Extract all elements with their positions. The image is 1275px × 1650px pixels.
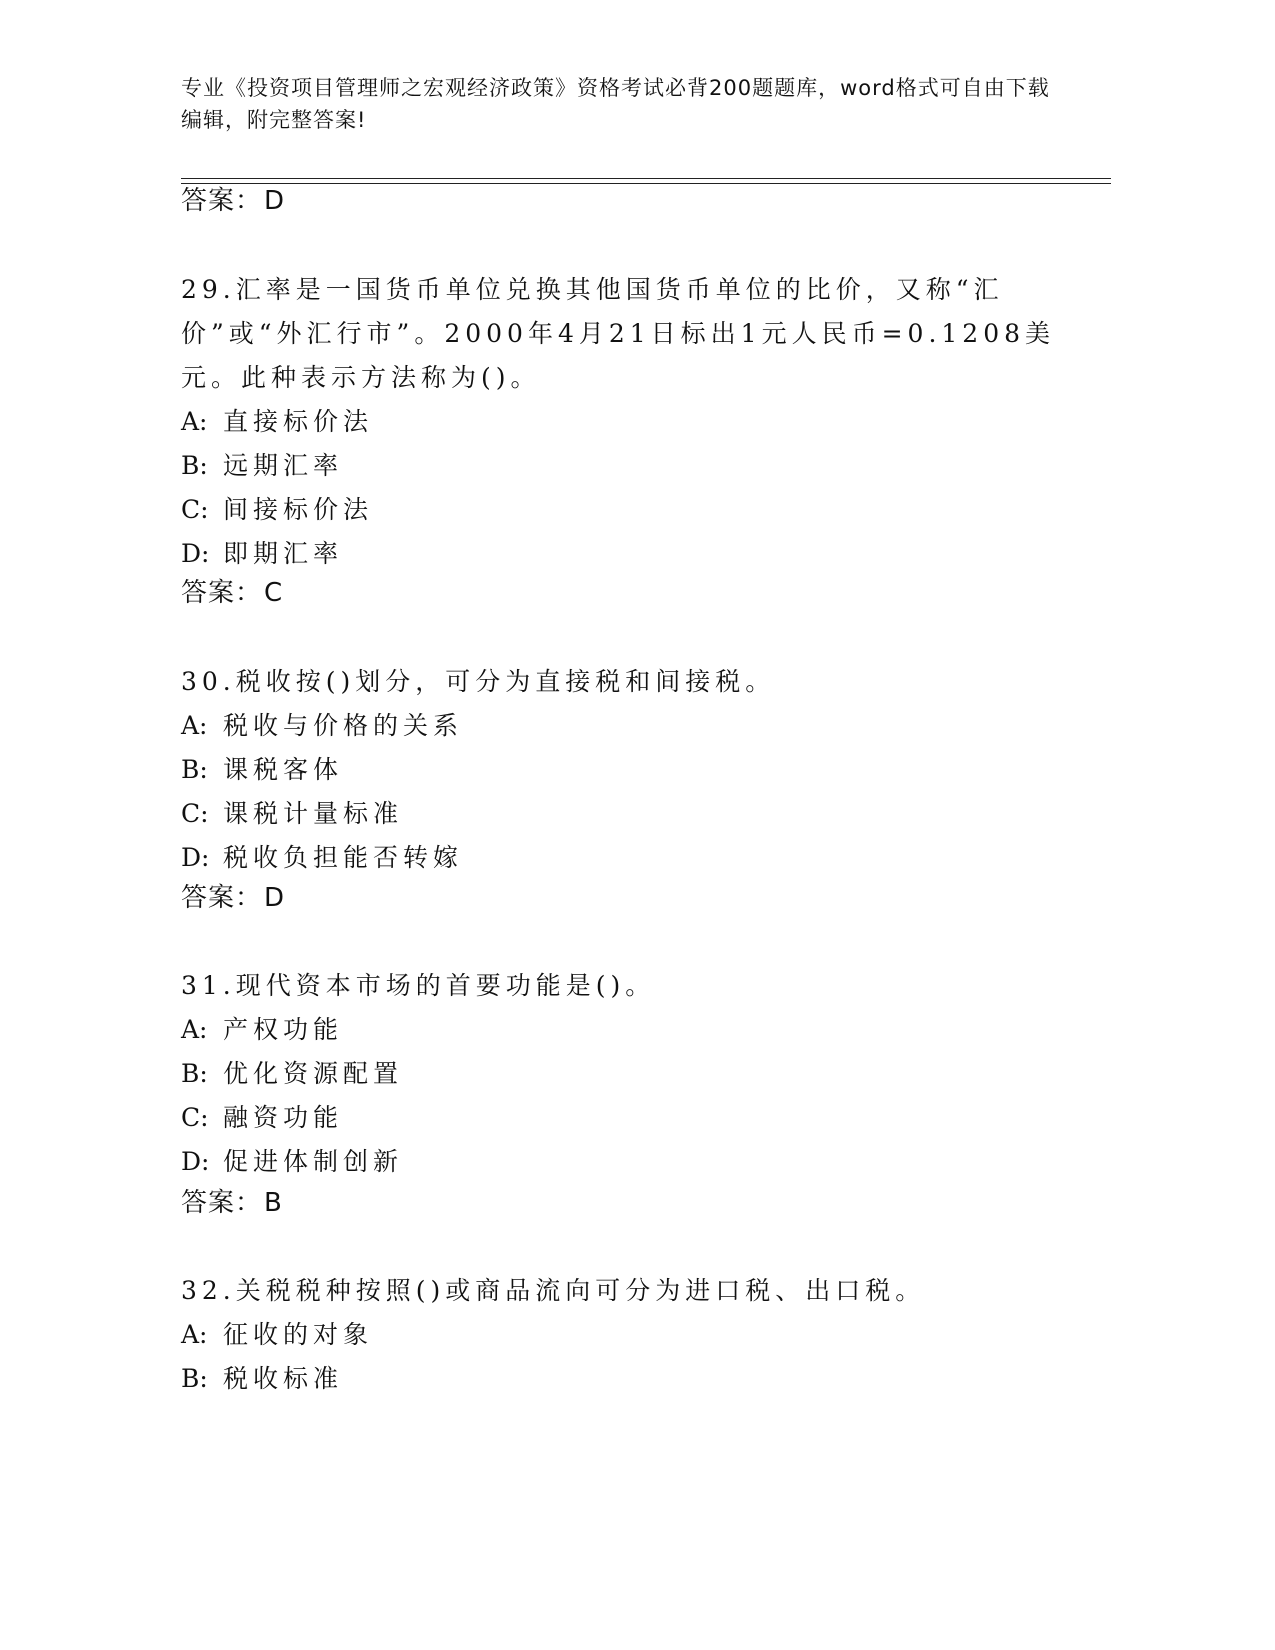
option-letter: A: — [181, 711, 208, 740]
option-text: 优化资源配置 — [223, 1059, 404, 1088]
question-stem: 30.税收按()划分，可分为直接税和间接税。 — [181, 667, 776, 696]
page-header: 专业《投资项目管理师之宏观经济政策》资格考试必背200题题库，word格式可自由下载编辑，附完整答案! — [181, 76, 1050, 132]
option-text: 远期汇率 — [223, 451, 344, 480]
question-stem: 29.汇率是一国货币单位兑换其他国货币单位的比价，又称“汇价”或“外汇行市”。2000年4月21日标出1元人民币=0.1208美元。此种表示方法称为()。 — [181, 275, 1056, 392]
option-a — [181, 1313, 1081, 1357]
option-text: 税收负担能否转嫁 — [223, 843, 464, 872]
answer-value: C — [264, 578, 284, 608]
answer-line — [181, 1186, 283, 1220]
option-letter: C: — [181, 1103, 209, 1132]
option-c — [181, 792, 1081, 836]
question-29 — [181, 268, 1081, 576]
answer-label: 答案： — [181, 578, 263, 608]
option-text: 促进体制创新 — [223, 1147, 404, 1176]
option-b — [181, 748, 1081, 792]
option-a — [181, 400, 1081, 444]
question-stem: 32.关税税种按照()或商品流向可分为进口税、出口税。 — [181, 1276, 926, 1305]
option-letter: B: — [181, 1364, 208, 1393]
option-d — [181, 836, 1081, 880]
option-letter: B: — [181, 451, 208, 480]
option-text: 间接标价法 — [223, 495, 374, 524]
option-text: 课税客体 — [223, 755, 344, 784]
option-letter: B: — [181, 755, 208, 784]
question-stem: 31.现代资本市场的首要功能是()。 — [181, 971, 656, 1000]
option-text: 征收的对象 — [223, 1320, 374, 1349]
option-b — [181, 444, 1081, 488]
option-text: 即期汇率 — [223, 539, 344, 568]
option-a — [181, 704, 1081, 748]
option-letter: B: — [181, 1059, 208, 1088]
option-b — [181, 1357, 1081, 1401]
answer-value: D — [264, 883, 286, 913]
option-letter: A: — [181, 407, 208, 436]
option-letter: D: — [181, 843, 210, 872]
answer-line — [181, 184, 285, 218]
option-text: 课税计量标准 — [223, 799, 404, 828]
header-divider-bottom — [181, 183, 1111, 184]
option-d — [181, 1140, 1081, 1184]
answer-label: 答案： — [181, 883, 263, 913]
option-text: 税收标准 — [223, 1364, 344, 1393]
option-letter: A: — [181, 1320, 208, 1349]
answer-line — [181, 881, 285, 915]
answer-label: 答案： — [181, 186, 263, 216]
option-text: 税收与价格的关系 — [223, 711, 464, 740]
answer-line — [181, 576, 283, 610]
option-letter: A: — [181, 1015, 208, 1044]
option-letter: C: — [181, 495, 209, 524]
header-divider-top — [181, 178, 1111, 179]
option-letter: C: — [181, 799, 209, 828]
option-b — [181, 1052, 1081, 1096]
option-c — [181, 1096, 1081, 1140]
answer-label: 答案： — [181, 1188, 263, 1218]
question-30 — [181, 660, 1081, 880]
question-31 — [181, 964, 1081, 1184]
option-letter: D: — [181, 1147, 210, 1176]
question-32 — [181, 1269, 1081, 1401]
answer-value: B — [264, 1188, 283, 1218]
option-d — [181, 532, 1081, 576]
option-text: 直接标价法 — [223, 407, 374, 436]
answer-value: D — [264, 186, 286, 216]
option-c — [181, 488, 1081, 532]
option-text: 融资功能 — [223, 1103, 344, 1132]
option-letter: D: — [181, 539, 210, 568]
option-a — [181, 1008, 1081, 1052]
option-text: 产权功能 — [223, 1015, 344, 1044]
